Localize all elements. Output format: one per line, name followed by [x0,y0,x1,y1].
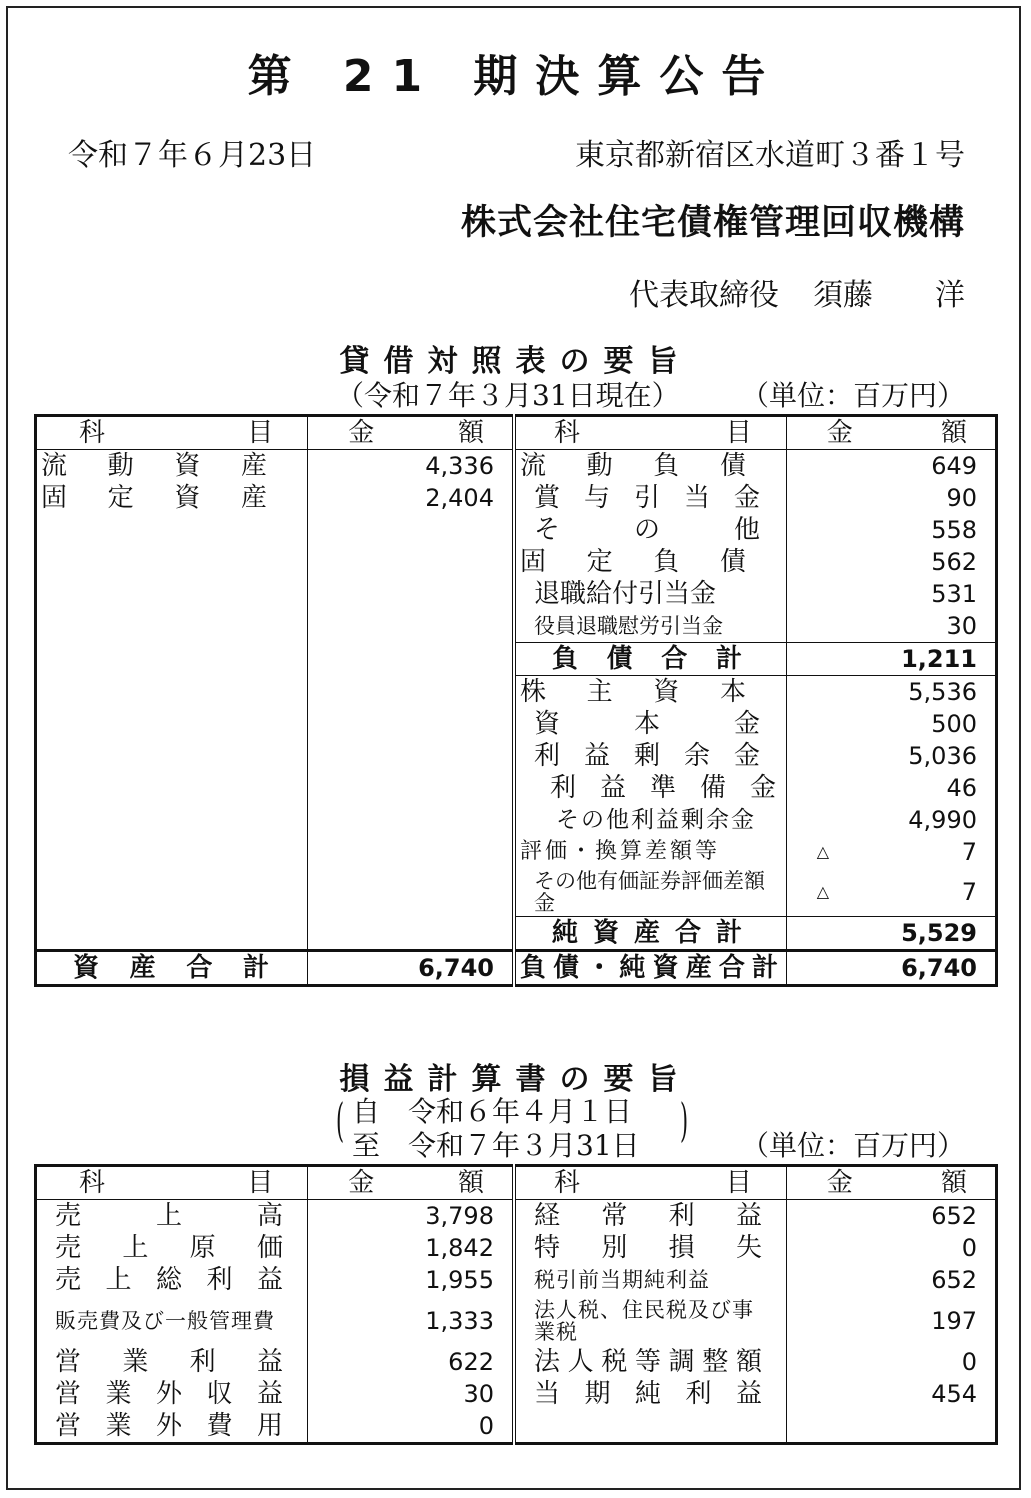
equity-value: 46 [786,772,996,804]
income-label: 法人税、住民税及び事業税 [533,1298,754,1344]
table-row [36,578,997,610]
liability-label: 固定負債 [519,547,746,577]
liability-label: 賞与引当金 [533,483,760,513]
table-row [36,1200,997,1233]
liab-equity-total-label: 負債・純資産合計 [519,953,778,983]
table-row [36,1264,997,1296]
table-row [36,643,997,676]
representative-family-name: 須藤 [813,278,873,313]
header-item-end: 目 [247,1168,274,1198]
income-label: 特別損失 [533,1233,762,1263]
income-label: 営業外収益 [55,1379,283,1409]
income-label: 販売費及び一般管理費 [55,1309,275,1333]
liability-value: 531 [786,578,996,610]
balance-sheet-unit: （単位：百万円） [740,379,965,412]
table-row [36,804,997,836]
assets-total-value: 6,740 [308,951,514,986]
header-item-end: 目 [247,418,274,448]
income-statement-title: 損益計算書の要旨 [339,1062,692,1097]
equity-total-label: 純資産合計 [551,918,742,948]
table-row [36,1378,997,1410]
header-amount: 金 [348,418,375,448]
equity-value: 5,536 [786,676,996,709]
income-value: 0 [786,1346,996,1378]
negative-mark: △ [816,882,830,901]
income-label: 売上総利益 [55,1265,283,1295]
income-value: 1,333 [308,1296,514,1346]
income-label: 当期純利益 [533,1379,762,1409]
equity-value: 7 [961,878,977,906]
liabilities-total-value: 1,211 [786,643,996,676]
header-amount-right-end: 額 [940,418,967,448]
liability-value: 558 [786,514,996,546]
income-label: 経常利益 [533,1201,762,1231]
income-value: 30 [308,1378,514,1410]
equity-value: 500 [786,708,996,740]
balance-sheet-title: 貸借対照表の要旨 [339,344,692,379]
asset-label: 流動資産 [41,451,267,481]
table-row [36,676,997,709]
representative [629,270,965,314]
header-item-right-end: 目 [725,1168,752,1198]
table-row [36,740,997,772]
table-row [36,708,997,740]
equity-label: 利益剰余金 [533,741,760,771]
liability-label: 退職給付引当金 [533,579,716,609]
balance-sheet-table [34,414,998,987]
table-row [36,514,997,546]
table-row [36,951,997,986]
income-value: 1,955 [308,1264,514,1296]
header-amount-right-end: 額 [940,1168,967,1198]
representative-given-name: 洋 [935,278,965,313]
liability-value: 90 [786,482,996,514]
header-item: 科 [79,418,106,448]
page-title: 第 21 期決算公告 [247,51,784,102]
assets-total-label: 資産合計 [73,953,269,983]
header-item-right: 科 [553,418,580,448]
income-label: 売上原価 [55,1233,283,1263]
liability-label: 役員退職慰労引当金 [533,614,723,638]
table-row [36,868,997,917]
liability-value: 30 [786,610,996,643]
equity-label: その他利益剰余金 [555,807,756,833]
table-row [36,610,997,643]
income-value: 652 [786,1200,996,1233]
income-label: 法人税等調整額 [533,1347,762,1377]
income-value: 1,842 [308,1232,514,1264]
header-amount-right: 金 [826,1168,853,1198]
header-amount: 金 [348,1168,375,1198]
table-header [36,1166,997,1200]
equity-value: 4,990 [786,804,996,836]
header-amount-right: 金 [826,418,853,448]
equity-total-value: 5,529 [786,917,996,951]
income-label: 営業外費用 [55,1411,283,1441]
equity-label: 評価・換算差額等 [519,839,720,864]
income-statement-table [34,1164,998,1445]
liabilities-total-label: 負債合計 [551,644,742,674]
income-label: 税引前当期純利益 [533,1268,710,1292]
table-row [36,1346,997,1378]
income-value: 197 [786,1296,996,1346]
income-label: 売上高 [55,1201,283,1231]
asset-label: 固定資産 [41,483,267,513]
liability-value: 649 [786,450,996,483]
header-item-right-end: 目 [725,418,752,448]
equity-label: 株主資本 [519,677,746,707]
income-value: 652 [786,1264,996,1296]
equity-label: 資本金 [533,709,760,739]
liability-value: 562 [786,546,996,578]
period-bracket-close: ) [680,1093,689,1147]
liability-label: その他 [533,515,760,545]
equity-value: 5,036 [786,740,996,772]
income-value: 3,798 [308,1200,514,1233]
income-statement-unit: （単位：百万円） [740,1129,965,1162]
header-item-right: 科 [553,1168,580,1198]
asset-value: 4,336 [308,450,514,483]
income-value: 0 [308,1410,514,1444]
balance-sheet-date: （令和７年３月31日現在） [336,379,680,412]
company-name: 株式会社住宅債権管理回収機構 [460,203,965,243]
income-label: 営業利益 [55,1347,283,1377]
liab-equity-total-value: 6,740 [786,951,996,986]
negative-mark: △ [816,842,830,861]
liability-label: 流動負債 [519,451,746,481]
table-row [36,1232,997,1264]
income-value: 0 [786,1232,996,1264]
table-row [36,836,997,868]
table-row [36,1410,997,1444]
table-header [36,416,997,450]
period-bracket-open: ( [336,1093,345,1147]
equity-label: 利益準備金 [549,773,776,803]
table-row [36,1296,997,1346]
table-row [36,450,997,483]
equity-value: 7 [961,838,977,866]
company-address: 東京都新宿区水道町３番１号 [575,138,965,173]
income-value: 622 [308,1346,514,1378]
notice-date: 令和７年６月23日 [68,138,317,173]
asset-value: 2,404 [308,482,514,514]
header-amount-end: 額 [457,1168,484,1198]
equity-label: その他有価証券評価差額金 [533,869,765,915]
table-row [36,482,997,514]
income-value: 454 [786,1378,996,1410]
header-amount-end: 額 [457,418,484,448]
period-to: 至 令和７年３月31日 [352,1129,640,1162]
table-row [36,917,997,951]
table-row [36,772,997,804]
period-from: 自 令和６年４月１日 [352,1095,633,1128]
representative-role: 代表取締役 [629,278,779,313]
header-item: 科 [79,1168,106,1198]
table-row [36,546,997,578]
